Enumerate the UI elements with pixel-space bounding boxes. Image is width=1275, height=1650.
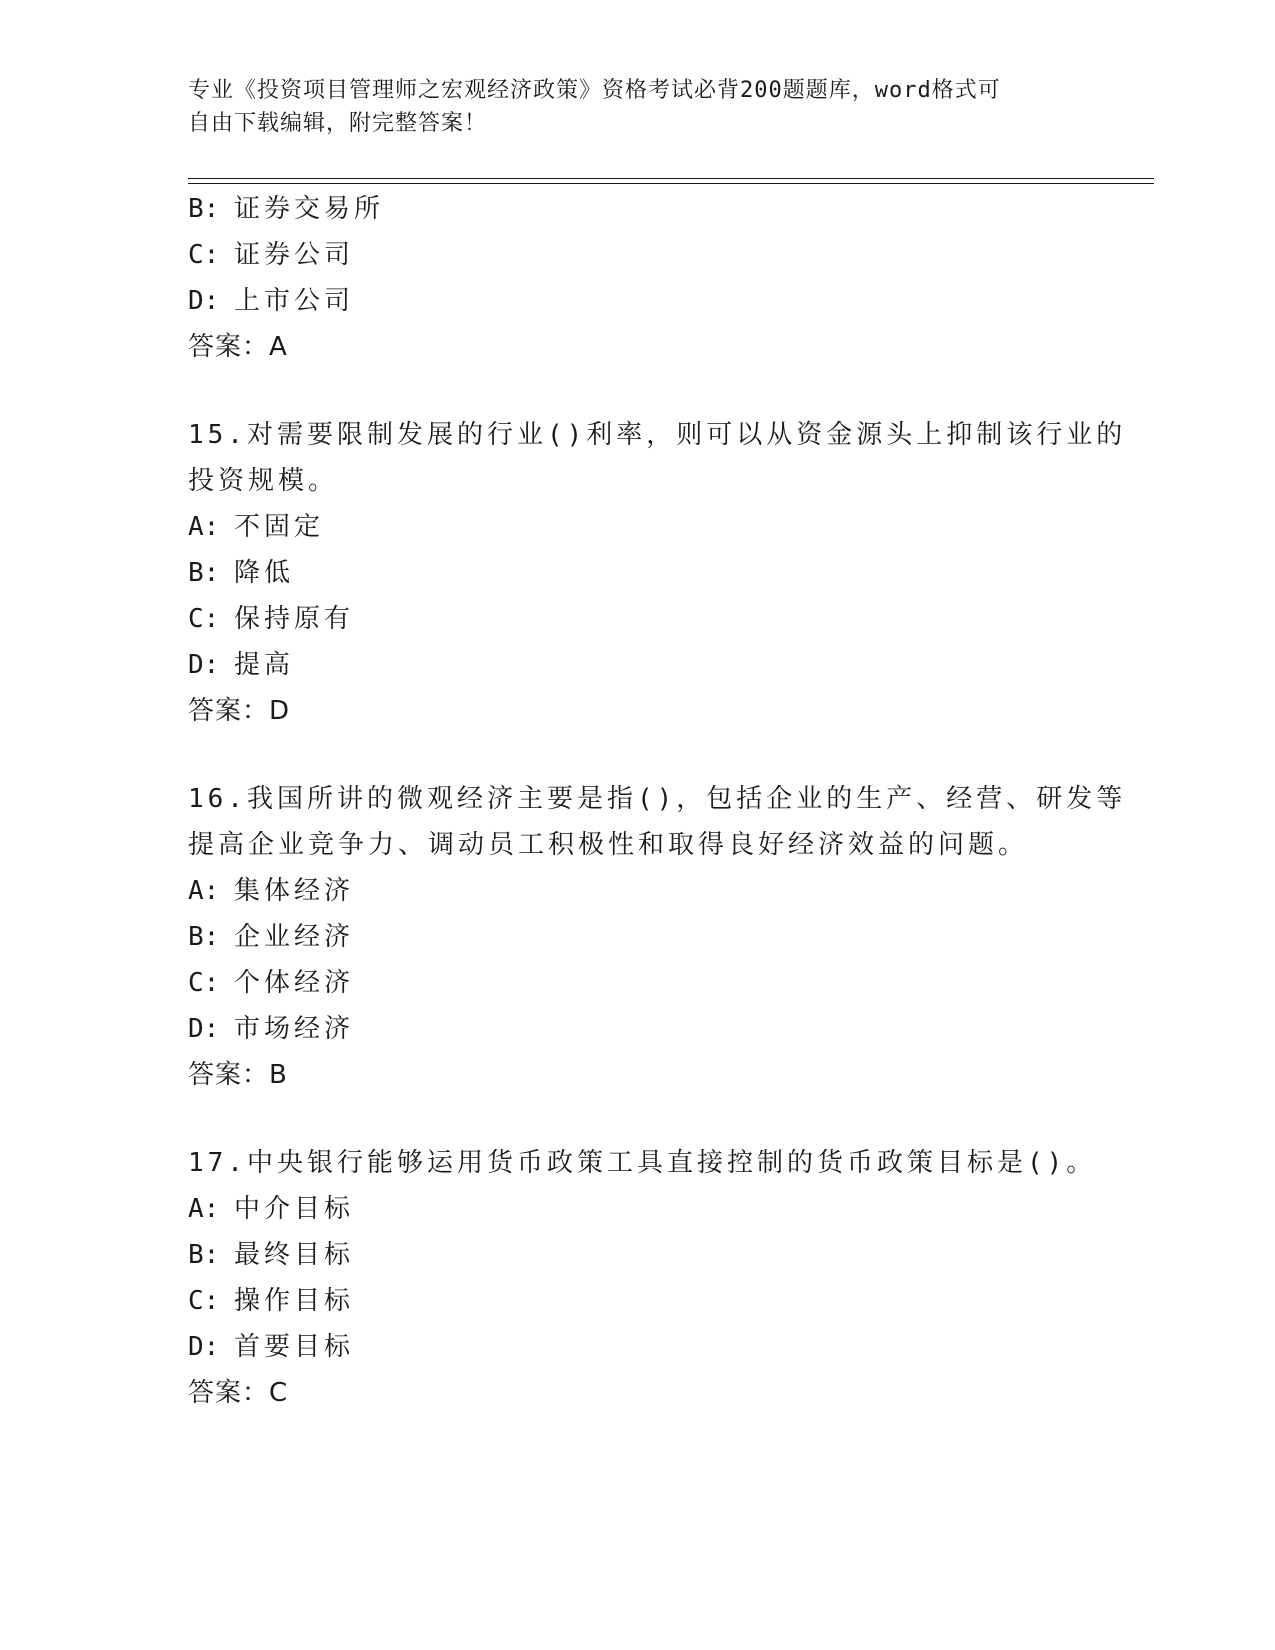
answer: 答案：A — [188, 332, 288, 362]
option-text: 中介目标 — [234, 1194, 355, 1224]
spacer — [188, 370, 1088, 412]
option-key: C: — [188, 604, 220, 634]
option-a — [188, 504, 1088, 550]
option-key: A: — [188, 1194, 220, 1224]
option-c — [188, 960, 1088, 1006]
question-partial — [188, 186, 1088, 370]
option-d — [188, 642, 1088, 688]
option-text: 证券交易所 — [234, 194, 385, 224]
option-key: C: — [188, 968, 220, 998]
header-divider-top — [188, 178, 1154, 179]
option-c — [188, 596, 1088, 642]
option-b — [188, 186, 1088, 232]
option-text: 不固定 — [234, 512, 325, 542]
answer: 答案：C — [188, 1378, 289, 1408]
option-d — [188, 1006, 1088, 1052]
option-d — [188, 1324, 1088, 1370]
question-17 — [188, 1140, 1097, 1416]
document-header — [188, 74, 1068, 140]
option-key: A: — [188, 512, 220, 542]
option-key: D: — [188, 650, 220, 680]
option-key: D: — [188, 1332, 220, 1362]
option-text: 集体经济 — [234, 876, 355, 906]
option-key: D: — [188, 286, 220, 316]
option-text: 提高 — [234, 650, 295, 680]
option-key: D: — [188, 1014, 220, 1044]
option-text: 最终目标 — [234, 1240, 355, 1270]
header-line-2: 自由下载编辑，附完整答案！ — [188, 111, 488, 136]
question-stem: 17.中央银行能够运用货币政策工具直接控制的货币政策目标是()。 — [188, 1148, 1097, 1178]
option-key: C: — [188, 1286, 220, 1316]
spacer — [188, 1098, 1088, 1140]
question-stem: 15.对需要限制发展的行业()利率，则可以从资金源头上抑制该行业的 — [188, 420, 1127, 450]
question-stem: 16.我国所讲的微观经济主要是指()，包括企业的生产、经营、研发等 — [188, 784, 1127, 814]
header-divider-bottom — [188, 183, 1154, 184]
spacer — [188, 734, 1088, 776]
header-line-1: 专业《投资项目管理师之宏观经济政策》资格考试必背200题题库，word格式可 — [188, 78, 1001, 103]
option-text: 企业经济 — [234, 922, 355, 952]
document-body — [188, 186, 1127, 1416]
option-key: B: — [188, 558, 220, 588]
option-text: 上市公司 — [234, 286, 355, 316]
option-d — [188, 278, 1088, 324]
answer: 答案：D — [188, 696, 291, 726]
answer: 答案：B — [188, 1060, 288, 1090]
option-text: 市场经济 — [234, 1014, 355, 1044]
question-stem: 投资规模。 — [188, 466, 339, 496]
option-a — [188, 868, 1088, 914]
option-b — [188, 914, 1088, 960]
question-15 — [188, 412, 1127, 734]
option-key: B: — [188, 922, 220, 952]
option-c — [188, 1278, 1088, 1324]
option-text: 保持原有 — [234, 604, 355, 634]
option-text: 个体经济 — [234, 968, 355, 998]
question-stem: 提高企业竞争力、调动员工积极性和取得良好经济效益的问题。 — [188, 830, 1029, 860]
option-text: 降低 — [234, 558, 295, 588]
option-b — [188, 550, 1088, 596]
option-key: B: — [188, 1240, 220, 1270]
option-key: C: — [188, 240, 220, 270]
question-16 — [188, 776, 1127, 1098]
option-text: 证券公司 — [234, 240, 355, 270]
option-text: 操作目标 — [234, 1286, 355, 1316]
option-text: 首要目标 — [234, 1332, 355, 1362]
option-key: A: — [188, 876, 220, 906]
option-key: B: — [188, 194, 220, 224]
option-c — [188, 232, 1088, 278]
option-a — [188, 1186, 1088, 1232]
option-b — [188, 1232, 1088, 1278]
